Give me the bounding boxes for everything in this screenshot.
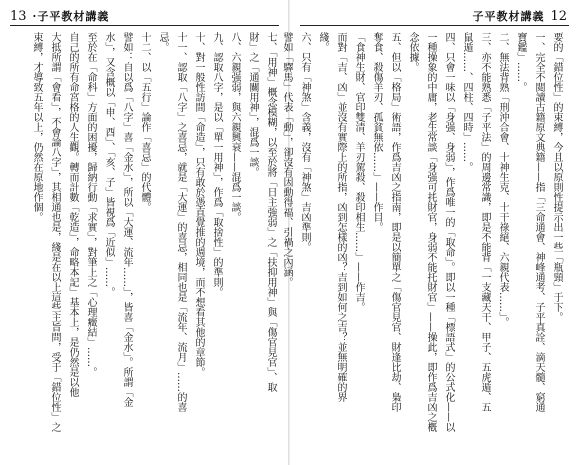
text-column: 六、只有「神煞」含義，沒有「神煞」吉凶準則。 [299,32,310,252]
right-page [281,0,579,465]
text-column: 三、亦不能熟悉「子平法」的周邊常識，即是不能背「一支藏天干、甲子、五虎遁、五 [479,32,490,412]
text-column: 念依據。 [407,32,418,72]
text-column: 十一、認取「八字」之喜忌，就是「大運」的喜忌，相同也是「流年、流月」……的喜 [175,32,186,412]
text-column: 八、六親强弱，與六親興衰——混爲一談。 [229,32,240,222]
text-column: 七、「用神」概念模糊，以至於將「日主強弱」之「扶抑用神」與「傷官見官」、取 [265,32,276,392]
text-column: 十、對一般性訪間「命造」，只有敢於憑直覺推的週境，而不想看其他的章節。 [193,32,204,377]
left-page-header [10,8,109,24]
text-column: 十二、以「五行」論作「喜忌」的代體。 [139,32,150,212]
text-column: 自己的所有命宮格的人生觀。轉而計數「乾造」，命略本記」基本上，是仍然是以他 [67,32,78,397]
text-column: 二、無法背熟「刑沖合會、十神生克、十干祿絕、六親代表……」。 [497,32,508,327]
right-header-rule [300,25,569,26]
text-column: 一、完全不閲讀古籍原文典籍——指「三命通會、神峰通考、子平真詮、滴天髓、窮通 [533,32,544,412]
right-page-number: 12 [550,9,567,24]
right-page-header [472,8,567,24]
text-column: 束縛，才導致五年以上，仍然在原地作個。 [31,32,42,222]
text-column: 譬如「驛馬」代表「動」，卻沒有因動得福、引禍之內涵。 [281,32,292,287]
text-column: 「食神生財、官印雙清、羊刃駕殺、殺印相生……」——作吉。 [353,32,364,312]
text-column: 大抵所謂「會看」，不會論八字」，其相通也是，綫是在以上這些主旨問，受于「錯位性」之 [49,32,60,432]
left-page-number: 13 [10,9,27,24]
right-page-body [281,32,565,451]
text-column: 譬如：自以爲「八字」喜「金水」，所以「大運、流年……」，皆喜「金水」。所謂「金 [121,32,132,407]
text-column: 五、但以「格局」術語，作爲吉凶之指南，即是以簡單之「傷官見官、財逢比劫、梟印 [389,32,400,412]
text-column: 九、認取八字，是以「單一用神」，作爲「取捨性」的準則。 [211,32,222,297]
text-column: 綫。 [317,32,328,52]
text-column: 忌。 [157,32,168,52]
text-column: 至於在「命科」方面的困擾，歸納行動「求實」，對筆上之「心理癥結」……。 [85,32,96,377]
right-text-columns [281,32,565,451]
text-column: 奪食、殺傷羊刃、孤貧無依……」——作目。 [371,32,382,232]
left-page-body [14,32,279,451]
left-page [0,0,289,465]
right-page-title: 子平教材講義 [472,10,545,23]
left-page-title: ·子平教材講義 [32,10,110,23]
left-header-rule [10,25,279,26]
text-column: 財」之「通關用神」，混爲一談。 [247,32,258,177]
text-column: 寶鑑」……。 [515,32,526,92]
text-column: 四、只會一味以「身强、身弱」，作爲唯一的「取命」。即以一種「標語式」的公式化——以 [443,32,454,432]
text-column: 要的「錯位性」的束縛，今且以原則性提示出一些「瓶頸」于下。 [551,32,562,322]
text-column: 水」，又含概以「申、酉」、「亥、子」皆視爲「近似」……。 [103,32,114,297]
left-text-columns [14,32,279,451]
text-column: 一種操象的中庸，老生常談「身强可扥財官，身弱不能托財官」——操此，即作爲吉凶之槪 [425,32,436,432]
text-column: 鼠遁……、四柱、四時」……。 [461,32,472,172]
text-column: 而對「吉、凶」並沒有實際上的所指，凶到怎樣的凶？吉到如何之吉？並無明確的界 [335,32,346,402]
